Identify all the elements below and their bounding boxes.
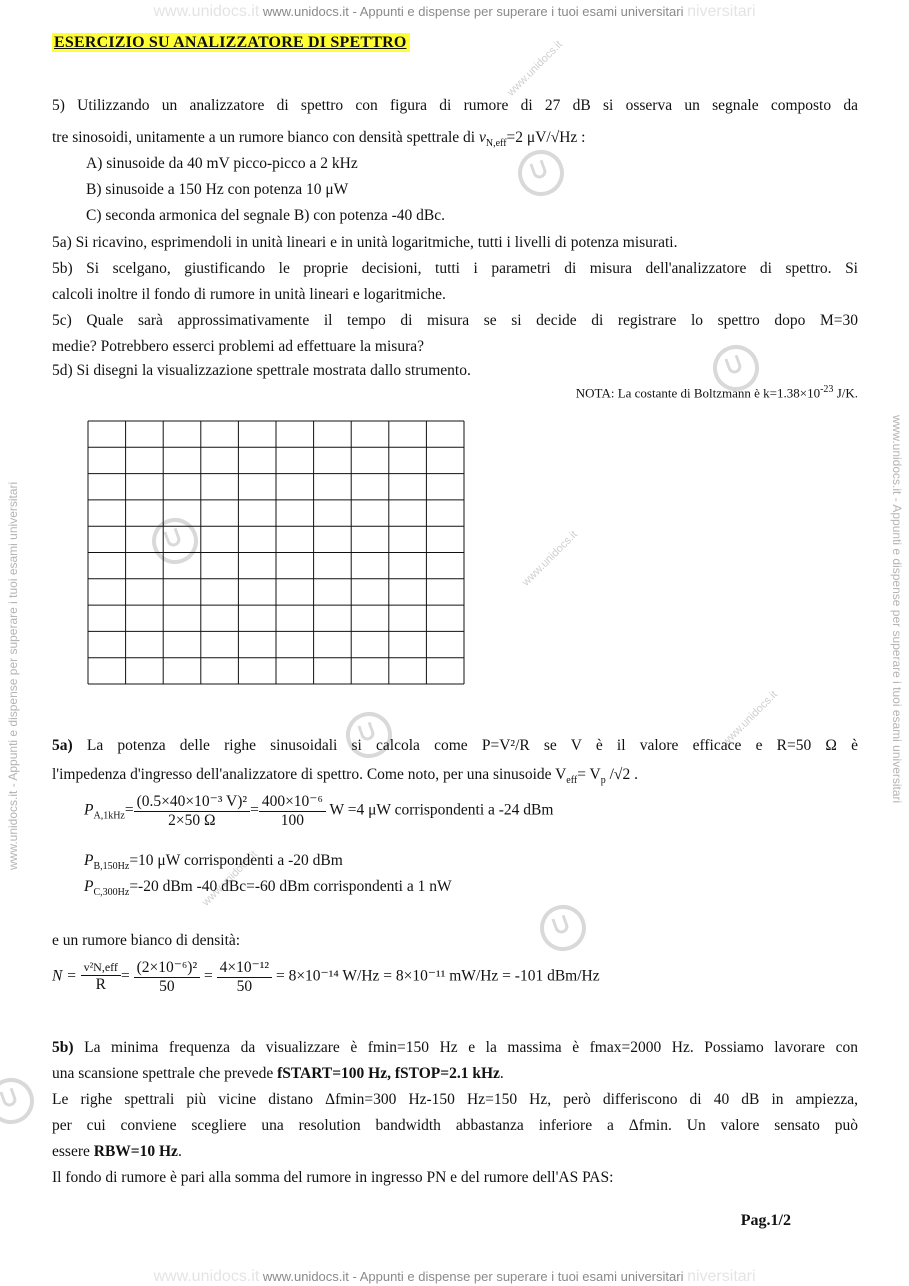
n-fraction-3 [217,958,272,996]
intro-line-1: 5) Utilizzando un analizzatore di spettro con figura di rumore di 27 dB si osserva un segnale composto da [52,97,858,114]
page-number: Pag.1/2 [740,1212,791,1229]
answer-5a-line-2-text: l'impedenza d'ingresso dell'analizzatore di spettro. Come noto, per una sinusoide V [52,766,567,783]
pa-den-2: 100 [280,812,304,829]
answer-5b-line-5-text: essere [52,1143,94,1160]
n-fraction-1 [81,960,121,994]
watermark-ghost-left: www.unidocs.it [153,3,260,20]
n-num-1: v²N,eff [81,960,121,976]
n-den-2: 50 [159,978,175,995]
option-a: A) sinusoide da 40 mV picco-picco a 2 kHz [86,155,358,172]
watermark-top [0,3,909,21]
pc-label: P [84,878,94,895]
boltzmann-note [576,384,858,401]
equation-pb [84,852,343,872]
pc-text: =-20 dBm -40 dBc=-60 dBm corrispondenti a 1 nW [129,878,452,895]
question-5b-line-1: 5b) Si scelgano, giustificando le proprie decisioni, tutti i parametri di misura dell'analizzatore di spettro. Si [52,260,858,277]
n-den-3: 50 [236,978,253,995]
watermark-ghost-right: niversitari [687,3,756,20]
watermark-top-text: www.unidocs.it - Appunti e dispense per superare i tuoi esami universitari [262,4,684,19]
pa-fraction-2 [259,792,326,830]
answer-5b-line-2-text: una scansione spettrale che prevede [52,1065,278,1082]
n-result: = 8×10⁻¹⁴ W/Hz = 8×10⁻¹¹ mW/Hz = -101 dBm/Hz [275,967,600,985]
intro-line-2-text: tre sinosoidi, unitamente a un rumore bianco con densità spettrale di [52,129,479,146]
n-label: N = [52,967,77,985]
answer-5b-line-4: per cui conviene scegliere una resolution bandwidth abbastanza inferiore a Δfmin. Un valore sensato può [52,1117,858,1134]
watermark-side-left: www.unidocs.it - Appunti e dispense per superare i tuoi esami universitari [6,481,20,870]
n-fraction-2 [134,958,201,996]
boltzmann-note-text: NOTA: La costante di Boltzmann è k=1.38×10 [575,385,821,401]
watermark-ghost-left-bottom: www.unidocs.it [153,1268,260,1285]
watermark-diag-2: www.unidocs.it [520,528,580,589]
intro-line-2: tre sinosoidi, unitamente a un rumore bianco con densità spettrale di $v_{N,eff}=2$ μV/√Hz : [52,129,586,150]
page-title: ESERCIZIO SU ANALIZZATORE DI SPETTRO [52,33,410,52]
pa-fraction-1 [134,792,250,830]
answer-5b-line-2 [52,1061,858,1087]
pa-sub: A,1kHz [93,810,125,822]
watermark-diag-4: www.unidocs.it [200,848,260,909]
sqrt2: /√2 . [605,766,638,783]
equation-noise: N = $\frac{\text{v²N,eff}}{R}$ = $\frac{\text{(2×10⁻⁶)²}}{50}$ = $\frac{\text{4×10⁻¹²}}{50}$ = 8×10⁻¹⁴ W/Hz = 8×10⁻¹¹ mW/Hz = -101 dBm/Hz [52,959,600,995]
answer-5a-label: 5a) [52,737,73,754]
answer-5b-line-3: Le righe spettrali più vicine distano Δfmin=300 Hz-150 Hz=150 Hz, però differiscono di 40 dB in ampiezza, [52,1091,858,1108]
pb-label: P [84,852,94,869]
vp-sub: p [600,775,606,787]
fstart-fstop: fSTART=100 Hz, fSTOP=2.1 kHz [277,1065,500,1082]
watermark-logo-icon [0,1072,40,1131]
question-5b-line-2: calcoli inoltre il fondo di rumore in unità lineari e logaritmiche. [52,286,446,303]
answer-5b-line-5 [52,1139,858,1165]
spectrum-grid [78,415,470,695]
noise-intro: e un rumore bianco di densità: [52,932,241,949]
answer-5b-line-5-end: . [177,1143,182,1160]
pa-num-2: 400×10⁻⁶ [259,792,326,812]
question-5d: 5d) Si disegni la visualizzazione spettrale mostrata dallo strumento. [52,362,471,379]
question-5c-line-2: medie? Potrebbero esserci problemi ad effettuare la misura? [52,338,424,355]
answer-5a-line-1 [52,733,858,759]
watermark-diag-3: www.unidocs.it [720,688,780,749]
pa-den-1: 2×50 Ω [168,812,216,829]
watermark-ghost-right-bottom: niversitari [687,1268,756,1285]
answer-5a-text: La potenza delle righe sinusoidali si calcola come P=V²/R se V è il valore efficace e R=50 Ω è [72,737,858,754]
answer-5b-line-1 [52,1035,858,1061]
noise-density-value: =2 μV/√Hz : [506,129,586,146]
pb-sub: B,150Hz [93,861,130,873]
question-5a: 5a) Si ricavino, esprimendoli in unità lineari e in unità logaritmiche, tutti i livelli di potenza misurati. [52,234,678,251]
vp-eq: = V [577,766,601,783]
equation-pa: $P_{A,1kHz}=$ $\frac{\text{(0.5×40×10⁻³ V)²}}{2\times 50 \Omega}$ = $\frac{\text{400×10⁻⁶}}{100}$ W =4 μW corrispondenti a -24 dBm [84,793,554,829]
watermark-bottom [0,1268,909,1286]
pc-sub: C,300Hz [93,887,130,899]
boltzmann-note-exp: -23 [820,384,834,395]
pa-label: P [84,801,94,819]
veff-sub: eff [566,775,578,787]
boltzmann-note-unit: J/K. [833,385,858,401]
answer-5b-label: 5b) [52,1039,74,1056]
n-num-3: 4×10⁻¹² [217,958,272,978]
watermark-diag-1: www.unidocs.it [505,38,565,99]
pa-num-1: (0.5×40×10⁻³ V)² [134,792,250,812]
watermark-side-right: www.unidocs.it - Appunti e dispense per superare i tuoi esami universitari [890,415,904,804]
equation-pc [84,878,452,898]
pa-result: W =4 μW corrispondenti a -24 dBm [325,801,554,819]
answer-5b-line-6: Il fondo di rumore è pari alla somma del rumore in ingresso PN e del rumore dell'AS PAS: [52,1169,614,1186]
rbw-value: RBW=10 Hz [93,1143,178,1160]
pb-text: =10 μW corrispondenti a -20 dBm [129,852,343,869]
option-c: C) seconda armonica del segnale B) con potenza -40 dBc. [86,207,445,224]
answer-5b-line-1-text: La minima frequenza da visualizzare è fmin=150 Hz e la massima è fmax=2000 Hz. Possiamo lavorare con [73,1039,858,1056]
option-b: B) sinusoide a 150 Hz con potenza 10 μW [86,181,349,198]
n-num-2: (2×10⁻⁶)² [134,958,201,978]
n-den-1: R [95,976,106,993]
answer-5b-line-2-end: . [499,1065,504,1082]
answer-5a-line-2 [52,762,858,794]
question-5c-line-1: 5c) Quale sarà approssimativamente il tempo di misura se si decide di registrare lo spettro dopo M=30 [52,312,858,329]
watermark-bottom-text: www.unidocs.it - Appunti e dispense per superare i tuoi esami universitari [262,1269,684,1284]
